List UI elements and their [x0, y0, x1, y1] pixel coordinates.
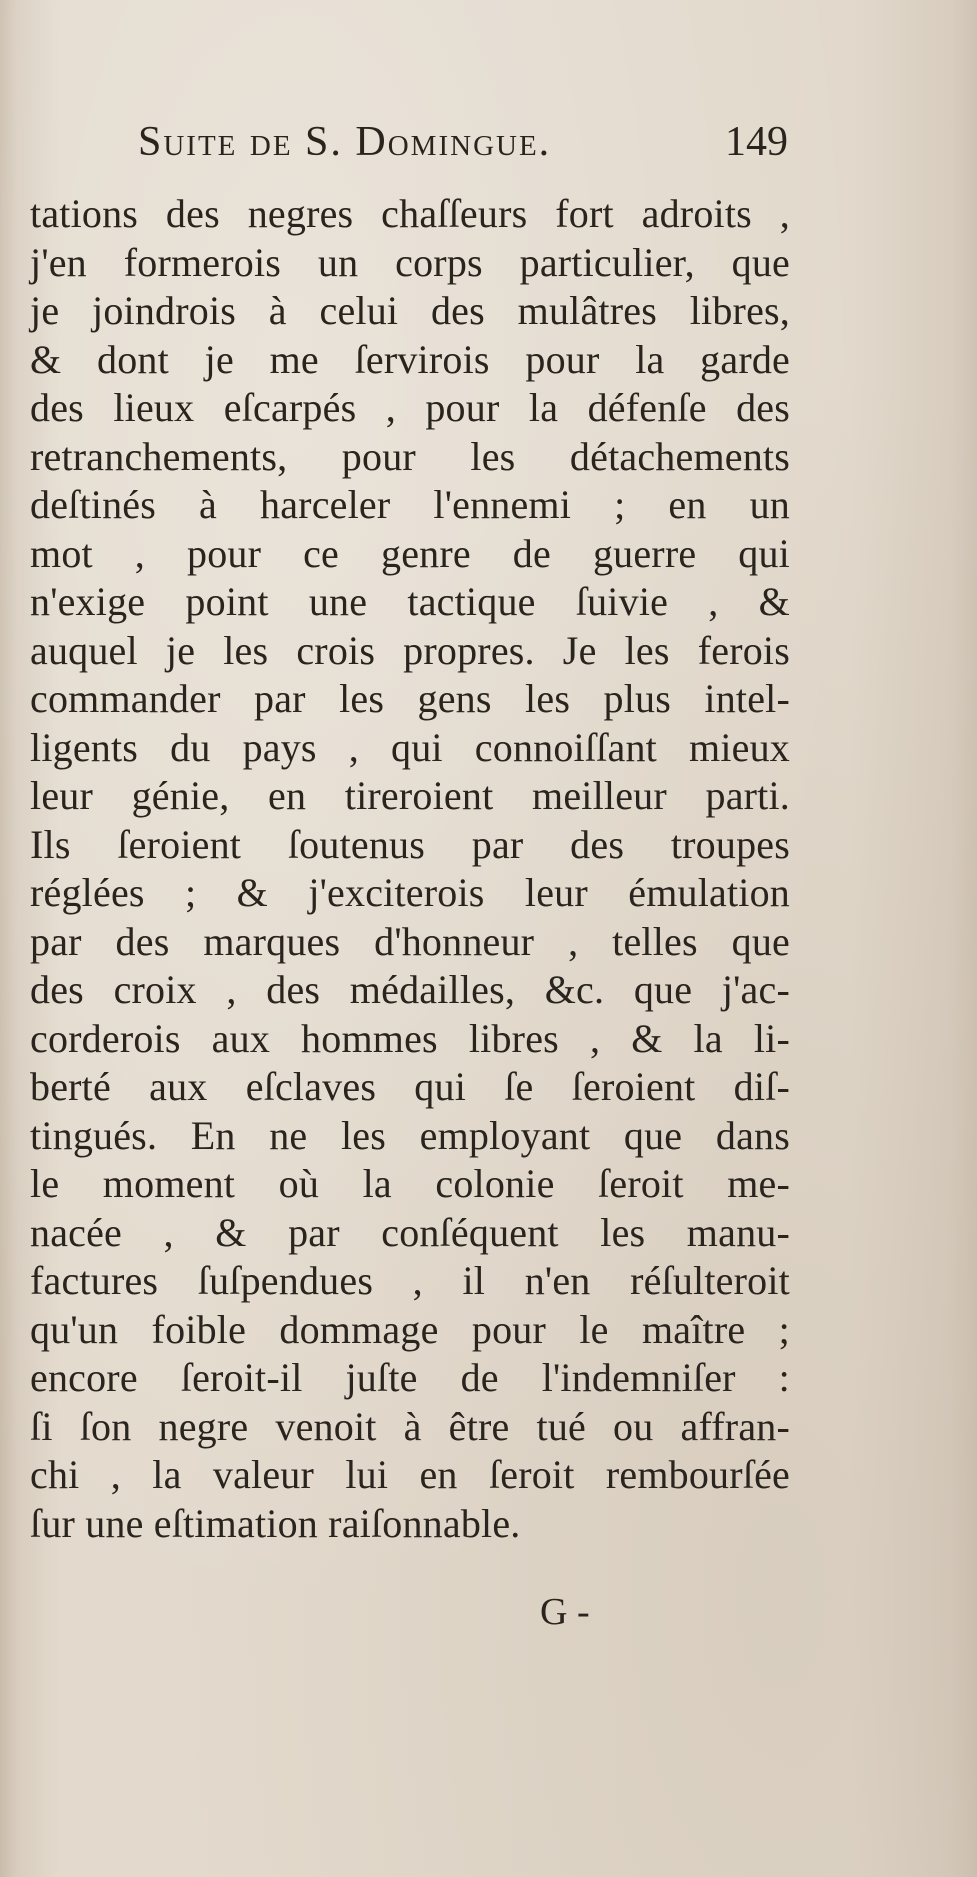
text-line: retranchements, pour les détachements: [30, 433, 790, 479]
page-header: [138, 118, 788, 178]
text-line: commander par les gens les plus intel-: [30, 676, 790, 721]
text-line: par des marques d'honneur , telles que: [30, 918, 790, 964]
text-line: auquel je les crois propres. Je les ferois: [30, 627, 790, 673]
text-line: corderois aux hommes libres , & la li-: [30, 1015, 790, 1061]
text-line: ligents du pays , qui connoiſſant mieux: [30, 724, 790, 770]
catchword: G -: [540, 1591, 590, 1633]
text-line: qu'un foible dommage pour le maître ;: [30, 1306, 790, 1352]
text-line: mot , pour ce genre de guerre qui: [30, 530, 790, 576]
text-line: berté aux eſclaves qui ſe ſeroient diſ-: [30, 1064, 790, 1109]
text-line: deſtinés à harceler l'ennemi ; en un: [30, 482, 790, 527]
text-line: tingués. En ne les employant que dans: [30, 1112, 790, 1158]
text-line: n'exige point une tactique ſuivie , &: [30, 579, 790, 624]
text-line: & dont je me ſervirois pour la garde: [30, 336, 790, 382]
page-number: 149: [725, 119, 788, 165]
text-line: ſur une eſtimation raiſonnable.: [30, 1500, 521, 1546]
text-line: des lieux eſcarpés , pour la défenſe des: [30, 385, 790, 430]
text-line: leur génie, en tireroient meilleur parti.: [30, 773, 790, 818]
text-line: factures ſuſpendues , il n'en réſulteroit: [30, 1258, 790, 1303]
text-line: réglées ; & j'exciterois leur émulation: [30, 870, 790, 915]
text-line: je joindrois à celui des mulâtres libres,: [30, 288, 790, 333]
text-line: encore ſeroit-il juſte de l'indemniſer :: [30, 1355, 790, 1400]
text-line: chi , la valeur lui en ſeroit rembourſée: [30, 1452, 790, 1497]
text-line: des croix , des médailles, &c. que j'ac-: [30, 967, 790, 1012]
text-line: tations des negres chaſſeurs fort adroits ,: [30, 191, 790, 236]
text-line: nacée , & par conſéquent les manu-: [30, 1209, 790, 1255]
text-line: le moment où la colonie ſeroit me-: [30, 1161, 790, 1206]
text-line: ſi ſon negre venoit à être tué ou affran-: [30, 1403, 790, 1449]
body-text: [30, 190, 790, 1548]
text-line: Ils ſeroient ſoutenus par des troupes: [30, 821, 790, 867]
running-title: Suite de S. Domingue.: [138, 119, 552, 165]
text-line: j'en formerois un corps particulier, que: [30, 239, 790, 285]
